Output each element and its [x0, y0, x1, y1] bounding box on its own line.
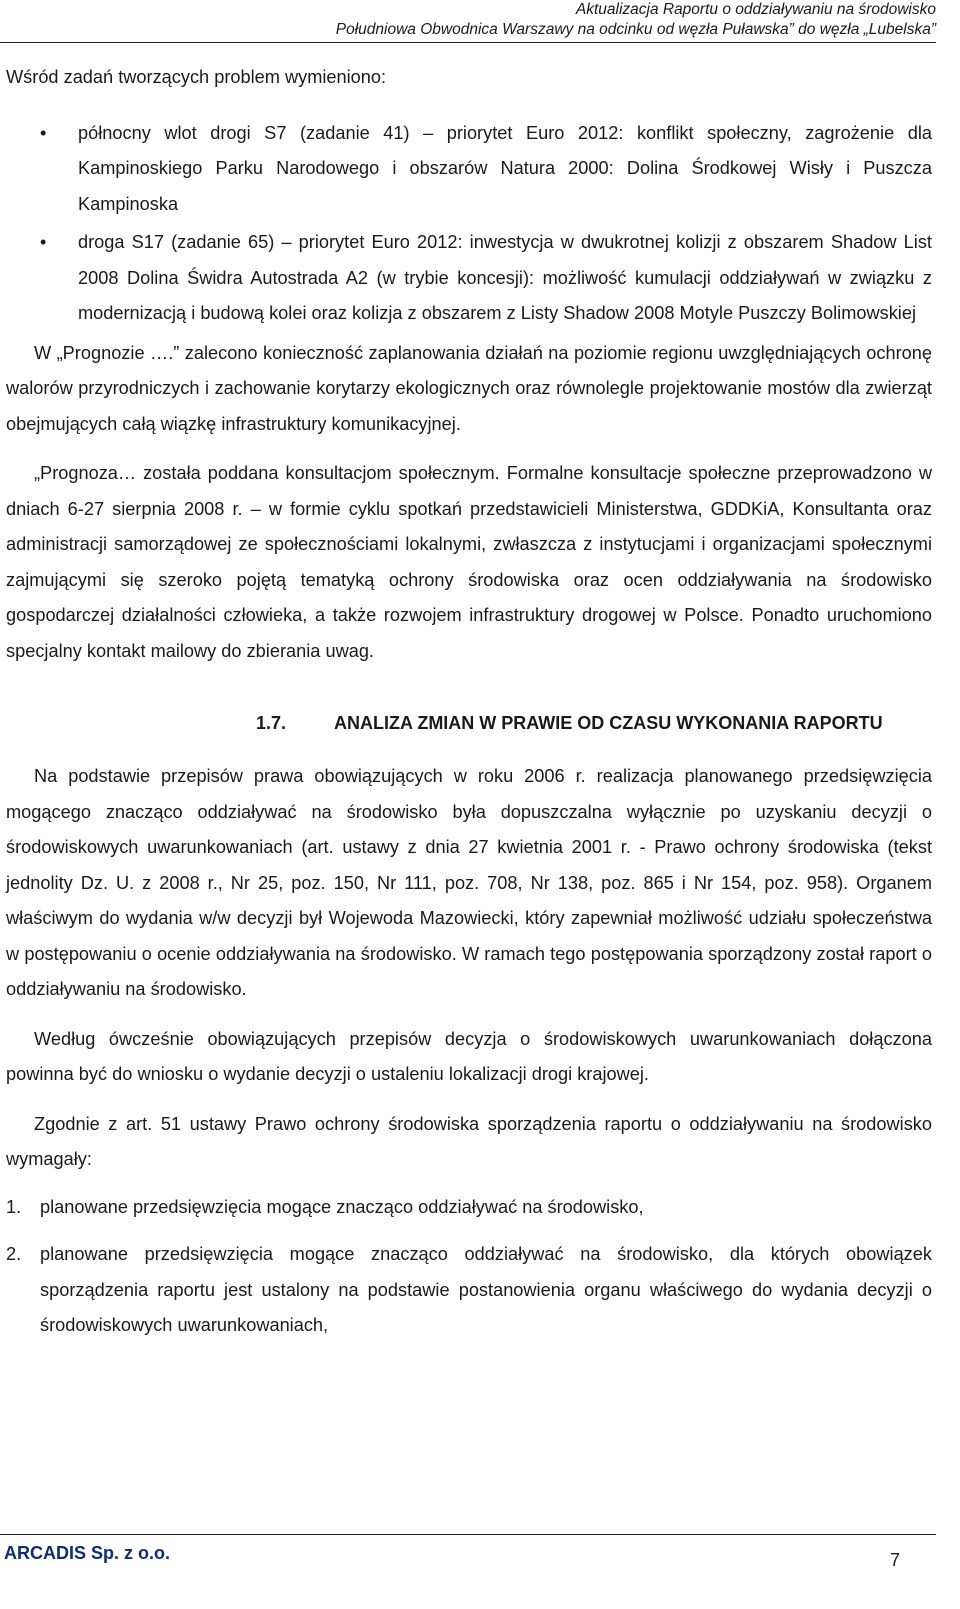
- numbered-list: [6, 1190, 932, 1344]
- footer-company: ARCADIS Sp. z o.o.: [4, 1543, 170, 1563]
- header-line-2: Południowa Obwodnica Warszawy na odcinku od węzła Puławska” do węzła „Lubelska”: [335, 21, 936, 38]
- list-number: 1.: [6, 1196, 22, 1217]
- list-item: [6, 1237, 932, 1344]
- section-heading: [6, 707, 932, 739]
- bullet-icon: •: [40, 232, 47, 252]
- list-item: [6, 225, 932, 332]
- section-title: ANALIZA ZMIAN W PRAWIE OD CZASU WYKONANIA RAPORTU: [334, 713, 883, 733]
- list-item: [6, 116, 932, 223]
- bullet-text: droga S17 (zadanie 65) – priorytet Euro 2012: inwestycja w dwukrotnej kolizji z obszarem Shadow List 2008 Dolina Świdra Autostrada A2 (w trybie koncesji): możliwość kumulacji oddziaływań w związku z modernizacją i budową kolei oraz kolizja z obszarem z Listy Shadow 2008 Motyle Puszczy Bolimowskiej: [78, 232, 932, 323]
- document-body: [6, 60, 932, 1356]
- bullet-icon: •: [40, 122, 47, 143]
- paragraph-consultations: „Progno​za… została poddana konsultacjom społecznym. Formalne konsultacje społeczne przeprowadzono w dniach 6-27 sierpnia 2008 r. – w formie cyklu spotkań przedstawicieli Ministerstwa, GDDKiA, Konsultanta oraz administracji samorządowej ze społecznościami lokalnymi, zwłaszcza z instytucjami i organizacjami społecznymi zajmującymi się szeroko pojętą tematyką ochrony środowiska oraz ocen oddziaływania na środowisko gospodarczej działalności człowieka, a także rozwojem infrastruktury drogowej w Polsce. Ponadto uruchomiono specjalny kontakt mailowy do zbierania uwag.: [6, 463, 932, 661]
- list-text: planowane przedsięwzięcia mogące znacząco oddziaływać na środowisko, dla których obowiązek sporządzenia raportu jest ustalony na podstawie postanowienia organu właściwego do wydania decyzji o środowiskowych uwarunkowaniach,: [40, 1244, 932, 1335]
- header-line-1: Aktualizacja Raportu o oddziaływaniu na środowisko: [575, 1, 936, 18]
- header-rule: [0, 42, 936, 43]
- intro-paragraph: Wśród zadań tworzących problem wymieniono:: [6, 67, 387, 87]
- page-header: [336, 0, 936, 40]
- section-number: 1.7.: [256, 713, 287, 733]
- bullet-list: [6, 116, 932, 332]
- paragraph-prognoza-recommendation: W „Progno​zie ….” zalecono konieczność zaplanowania działań na poziomie regionu uwzględniających ochronę walorów przyrodniczych i zachowanie korytarzy ekologicznych oraz równolegle projektowanie mostów dla zwierząt obejmujących całą wiązkę infrastruktury komunikacyjnej.: [6, 342, 932, 434]
- paragraph-article-51: Zgodnie z art. 51 ustawy Prawo ochrony środowiska sporządzenia raportu o oddziaływaniu na środowisko wymagały:: [6, 1113, 932, 1169]
- paragraph-previous-rules: Według ówcześnie obowiązujących przepisów decyzja o środowiskowych uwarunkowaniach dołączona powinna być do wniosku o wydanie decyzji o ustaleniu lokalizacji drogi krajowej.: [6, 1028, 932, 1084]
- list-number: 2.: [6, 1244, 22, 1264]
- list-item: [6, 1190, 932, 1226]
- list-text: planowane przedsięwzięcia mogące znacząco oddziaływać na środowisko,: [40, 1196, 644, 1217]
- paragraph-law-basis: Na podstawie przepisów prawa obowiązujących w roku 2006 r. realizacja planowanego przedsięwzięcia mogącego znacząco oddziaływać na środowisko była dopuszczalna wyłącznie po uzyskaniu decyzji o środowiskowych uwarunkowaniach (art. ustawy z dnia 27 kwietnia 2001 r. - Prawo ochrony środowiska (tekst jednolity Dz. U. z 2008 r., Nr 25, poz. 150, Nr 111, poz. 708, Nr 138, poz. 865 i Nr 154, poz. 958). Organem właściwym do wydania w/w decyzji był Wojewoda Mazowiecki, który zapewniał możliwość udziału społeczeństwa w postępowaniu o ocenie oddziaływania na środowisko. W ramach tego postępowania sporządzony został raport o oddziaływaniu na środowisko.: [6, 766, 932, 999]
- footer-rule: [0, 1534, 936, 1535]
- page-number: 7: [889, 1550, 900, 1570]
- bullet-text: północny wlot drogi S7 (zadanie 41) – priorytet Euro 2012: konflikt społeczny, zagrożenie dla Kampinoskiego Parku Narodowego i obszarów Natura 2000: Dolina Środkowej Wisły i Puszcza Kampinoska: [78, 122, 932, 214]
